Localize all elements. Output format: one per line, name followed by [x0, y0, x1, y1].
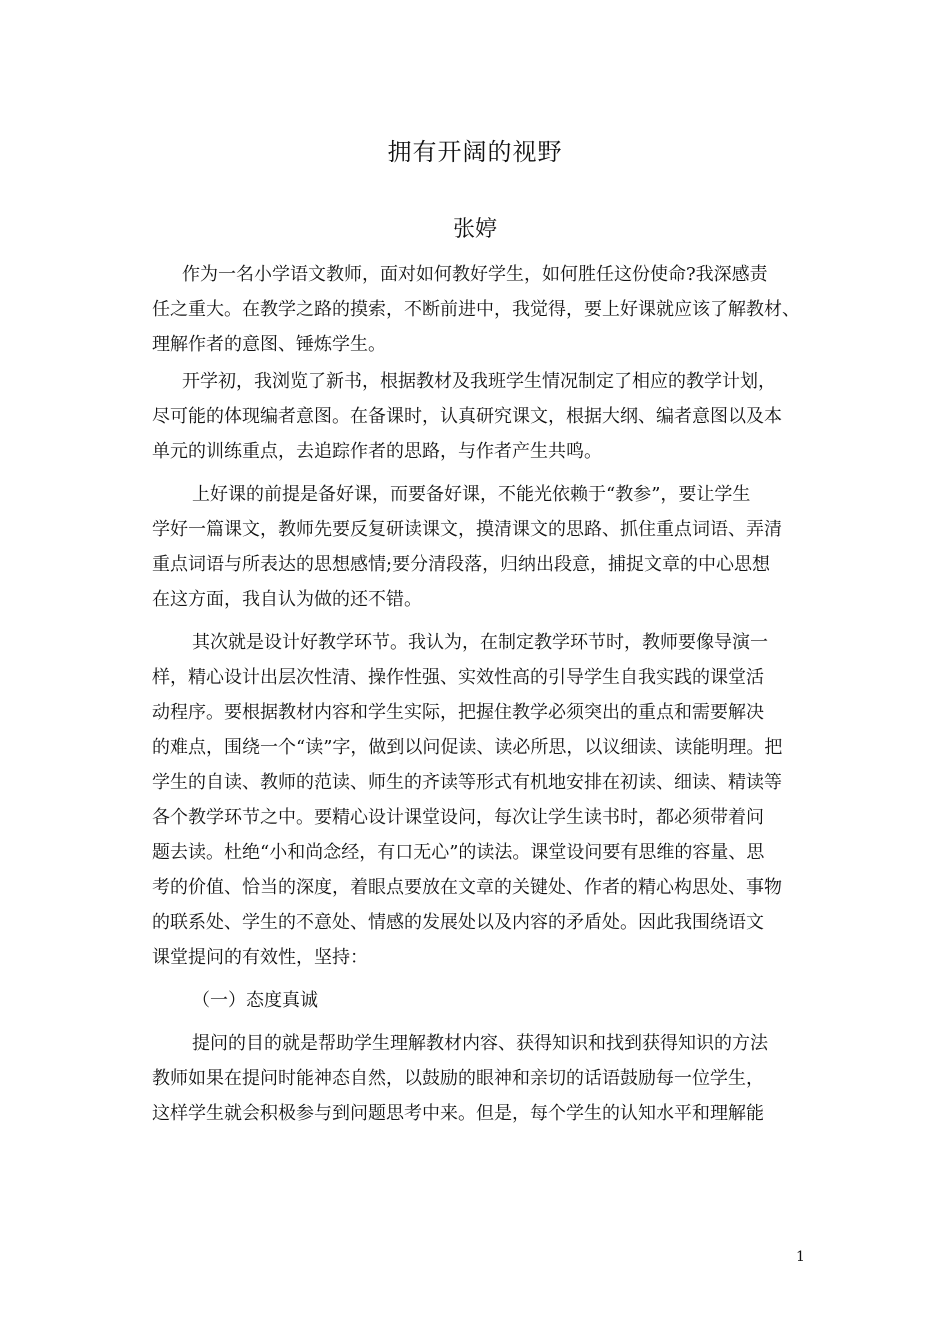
text-line: 单元的训练重点，去追踪作者的思路，与作者产生共鸣。: [152, 441, 602, 462]
text-line: 的联系处、学生的不意处、情感的发展处以及内容的矛盾处。因此我围绕语文: [152, 912, 764, 933]
text-line: 学生的自读、教师的范读、师生的齐读等形式有机地安排在初读、细读、精读等: [152, 772, 782, 793]
paragraph-gap: [152, 617, 812, 625]
text-line: 样，精心设计出层次性清、操作性强、实效性高的引导学生自我实践的课堂活: [152, 667, 764, 688]
paragraph-gap: [152, 469, 812, 477]
text-line: 提问的目的就是帮助学生理解教材内容、获得知识和找到获得知识的方法: [192, 1033, 768, 1054]
text-line: 作为一名小学语文教师，面对如何教好学生，如何胜任这份使命?我深感责: [182, 264, 768, 285]
text-line: 教师如果在提问时能神态自然，以鼓励的眼神和亲切的话语鼓励每一位学生，: [152, 1068, 764, 1089]
text-line: 的难点，围绕一个“读”字，做到以问促读、读必所思，以议细读、读能明理。把: [152, 737, 783, 758]
text-line: 这样学生就会积极参与到问题思考中来。但是，每个学生的认知水平和理解能: [152, 1103, 764, 1124]
paragraph-gap: [152, 975, 812, 983]
paragraph: [152, 257, 812, 362]
text-line: 在这方面，我自认为做的还不错。: [152, 589, 422, 610]
text-line: 尽可能的体现编者意图。在备课时，认真研究课文，根据大纲、编者意图以及本: [152, 406, 782, 427]
text-line: 其次就是设计好教学环节。我认为，在制定教学环节时，教师要像导演一: [192, 632, 768, 653]
paragraph: [152, 1026, 812, 1131]
text-line: 考的价值、恰当的深度，着眼点要放在文章的关键处、作者的精心构思处、事物: [152, 877, 782, 898]
text-line: 题去读。杜绝“小和尚念经，有口无心”的读法。课堂设问要有思维的容量、思: [152, 842, 765, 863]
text-line: 各个教学环节之中。要精心设计课堂设问，每次让学生读书时，都必须带着问: [152, 807, 764, 828]
text-line: （一）态度真诚: [192, 990, 318, 1011]
paragraph: [152, 625, 812, 975]
text-line: 任之重大。在教学之路的摸索，不断前进中，我觉得，要上好课就应该了解教材、: [152, 299, 800, 320]
document-author: 张婷: [452, 217, 497, 242]
paragraph-gap: [152, 1018, 812, 1026]
paragraph: [152, 983, 812, 1018]
text-line: 重点词语与所表达的思想感情;要分清段落，归纳出段意，捕捉文章的中心思想: [152, 554, 771, 575]
text-line: 课堂提问的有效性，坚持：: [152, 947, 368, 968]
text-line: 动程序。要根据教材内容和学生实际，把握住教学必须突出的重点和需要解决: [152, 702, 764, 723]
page-number: 1: [796, 1249, 805, 1265]
document-title: 拥有开阔的视野: [387, 138, 563, 166]
text-line: 理解作者的意图、锤炼学生。: [152, 334, 386, 355]
document-body: [152, 257, 812, 1131]
text-line: 开学初，我浏览了新书，根据教材及我班学生情况制定了相应的教学计划，: [182, 371, 776, 392]
text-line: 上好课的前提是备好课，而要备好课，不能光依赖于“教参”，要让学生: [192, 484, 751, 505]
text-line: 学好一篇课文，教师先要反复研读课文，摸清课文的思路、抓住重点词语、弄清: [152, 519, 782, 540]
paragraph: [152, 364, 812, 469]
paragraph: [152, 477, 812, 617]
